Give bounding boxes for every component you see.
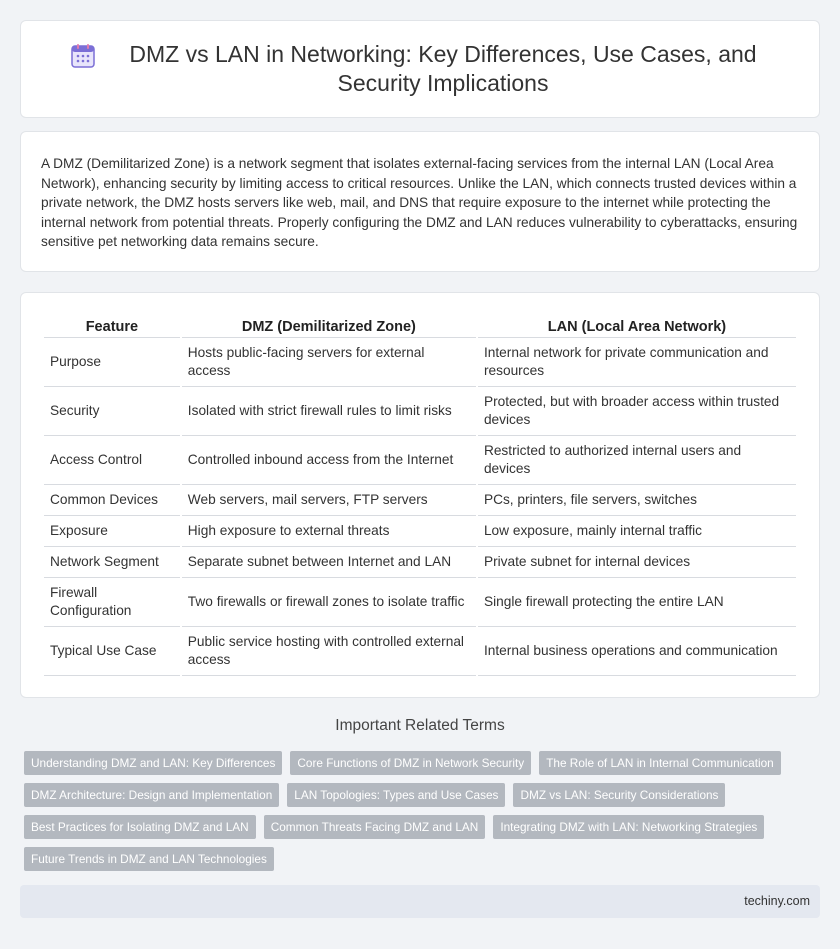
row-dmz: Web servers, mail servers, FTP servers — [182, 485, 476, 516]
footer-site-link[interactable]: techiny.com — [744, 894, 810, 908]
related-term-tag[interactable]: LAN Topologies: Types and Use Cases — [287, 783, 505, 807]
row-lan: Single firewall protecting the entire LAN — [478, 578, 796, 627]
row-lan: Low exposure, mainly internal traffic — [478, 516, 796, 547]
row-feature: Firewall Configuration — [44, 578, 180, 627]
related-term-tag[interactable]: DMZ vs LAN: Security Considerations — [513, 783, 725, 807]
table-row — [44, 436, 796, 485]
table-row — [44, 338, 796, 387]
comparison-table — [42, 317, 798, 676]
row-lan: Private subnet for internal devices — [478, 547, 796, 578]
related-term-tag[interactable]: Understanding DMZ and LAN: Key Differences — [24, 751, 282, 775]
table-row — [44, 485, 796, 516]
calendar-icon — [70, 43, 96, 69]
related-terms-list — [24, 751, 804, 871]
table-header-row — [44, 317, 796, 338]
row-dmz: Separate subnet between Internet and LAN — [182, 547, 476, 578]
row-feature: Common Devices — [44, 485, 180, 516]
row-dmz: Two firewalls or firewall zones to isolate traffic — [182, 578, 476, 627]
row-dmz: Public service hosting with controlled external access — [182, 627, 476, 676]
related-term-tag[interactable]: Future Trends in DMZ and LAN Technologies — [24, 847, 274, 871]
row-dmz: High exposure to external threats — [182, 516, 476, 547]
row-dmz: Controlled inbound access from the Internet — [182, 436, 476, 485]
page-header — [20, 20, 820, 118]
row-feature: Access Control — [44, 436, 180, 485]
related-term-tag[interactable]: DMZ Architecture: Design and Implementation — [24, 783, 279, 807]
table-row — [44, 627, 796, 676]
header-lan: LAN (Local Area Network) — [478, 317, 796, 338]
related-term-tag[interactable]: Common Threats Facing DMZ and LAN — [264, 815, 486, 839]
comparison-table-card — [20, 292, 820, 698]
related-term-tag[interactable]: Integrating DMZ with LAN: Networking Strategies — [493, 815, 764, 839]
table-row — [44, 387, 796, 436]
row-feature: Network Segment — [44, 547, 180, 578]
row-lan: Internal business operations and communication — [478, 627, 796, 676]
row-dmz: Hosts public-facing servers for external access — [182, 338, 476, 387]
header-dmz: DMZ (Demilitarized Zone) — [182, 317, 476, 338]
row-feature: Exposure — [44, 516, 180, 547]
table-row — [44, 578, 796, 627]
row-dmz: Isolated with strict firewall rules to limit risks — [182, 387, 476, 436]
related-term-tag[interactable]: Best Practices for Isolating DMZ and LAN — [24, 815, 256, 839]
row-lan: PCs, printers, file servers, switches — [478, 485, 796, 516]
row-lan: Protected, but with broader access within trusted devices — [478, 387, 796, 436]
related-term-tag[interactable]: Core Functions of DMZ in Network Security — [290, 751, 531, 775]
row-feature: Security — [44, 387, 180, 436]
intro-paragraph: A DMZ (Demilitarized Zone) is a network segment that isolates external-facing services from the internal LAN (Local Area Network), enhancing security by limiting access to critical resources. Unlike the LAN, which connects trusted devices within a private network, the DMZ hosts servers like web, mail, and DNS that require exposure to the internet while protecting the internal network from potential threats. Properly configuring the DMZ and LAN reduces vulnerability to cyberattacks, ensuring sensitive pet networking data remains secure. — [20, 131, 820, 272]
row-feature: Typical Use Case — [44, 627, 180, 676]
row-lan: Restricted to authorized internal users and devices — [478, 436, 796, 485]
related-term-tag[interactable]: The Role of LAN in Internal Communication — [539, 751, 781, 775]
footer — [20, 885, 820, 918]
row-feature: Purpose — [44, 338, 180, 387]
row-lan: Internal network for private communication and resources — [478, 338, 796, 387]
table-row — [44, 516, 796, 547]
header-feature: Feature — [44, 317, 180, 338]
related-terms-title: Important Related Terms — [335, 717, 505, 734]
table-row — [44, 547, 796, 578]
page-title: DMZ vs LAN in Networking: Key Differences, Use Cases, and Security Implications — [129, 41, 757, 96]
